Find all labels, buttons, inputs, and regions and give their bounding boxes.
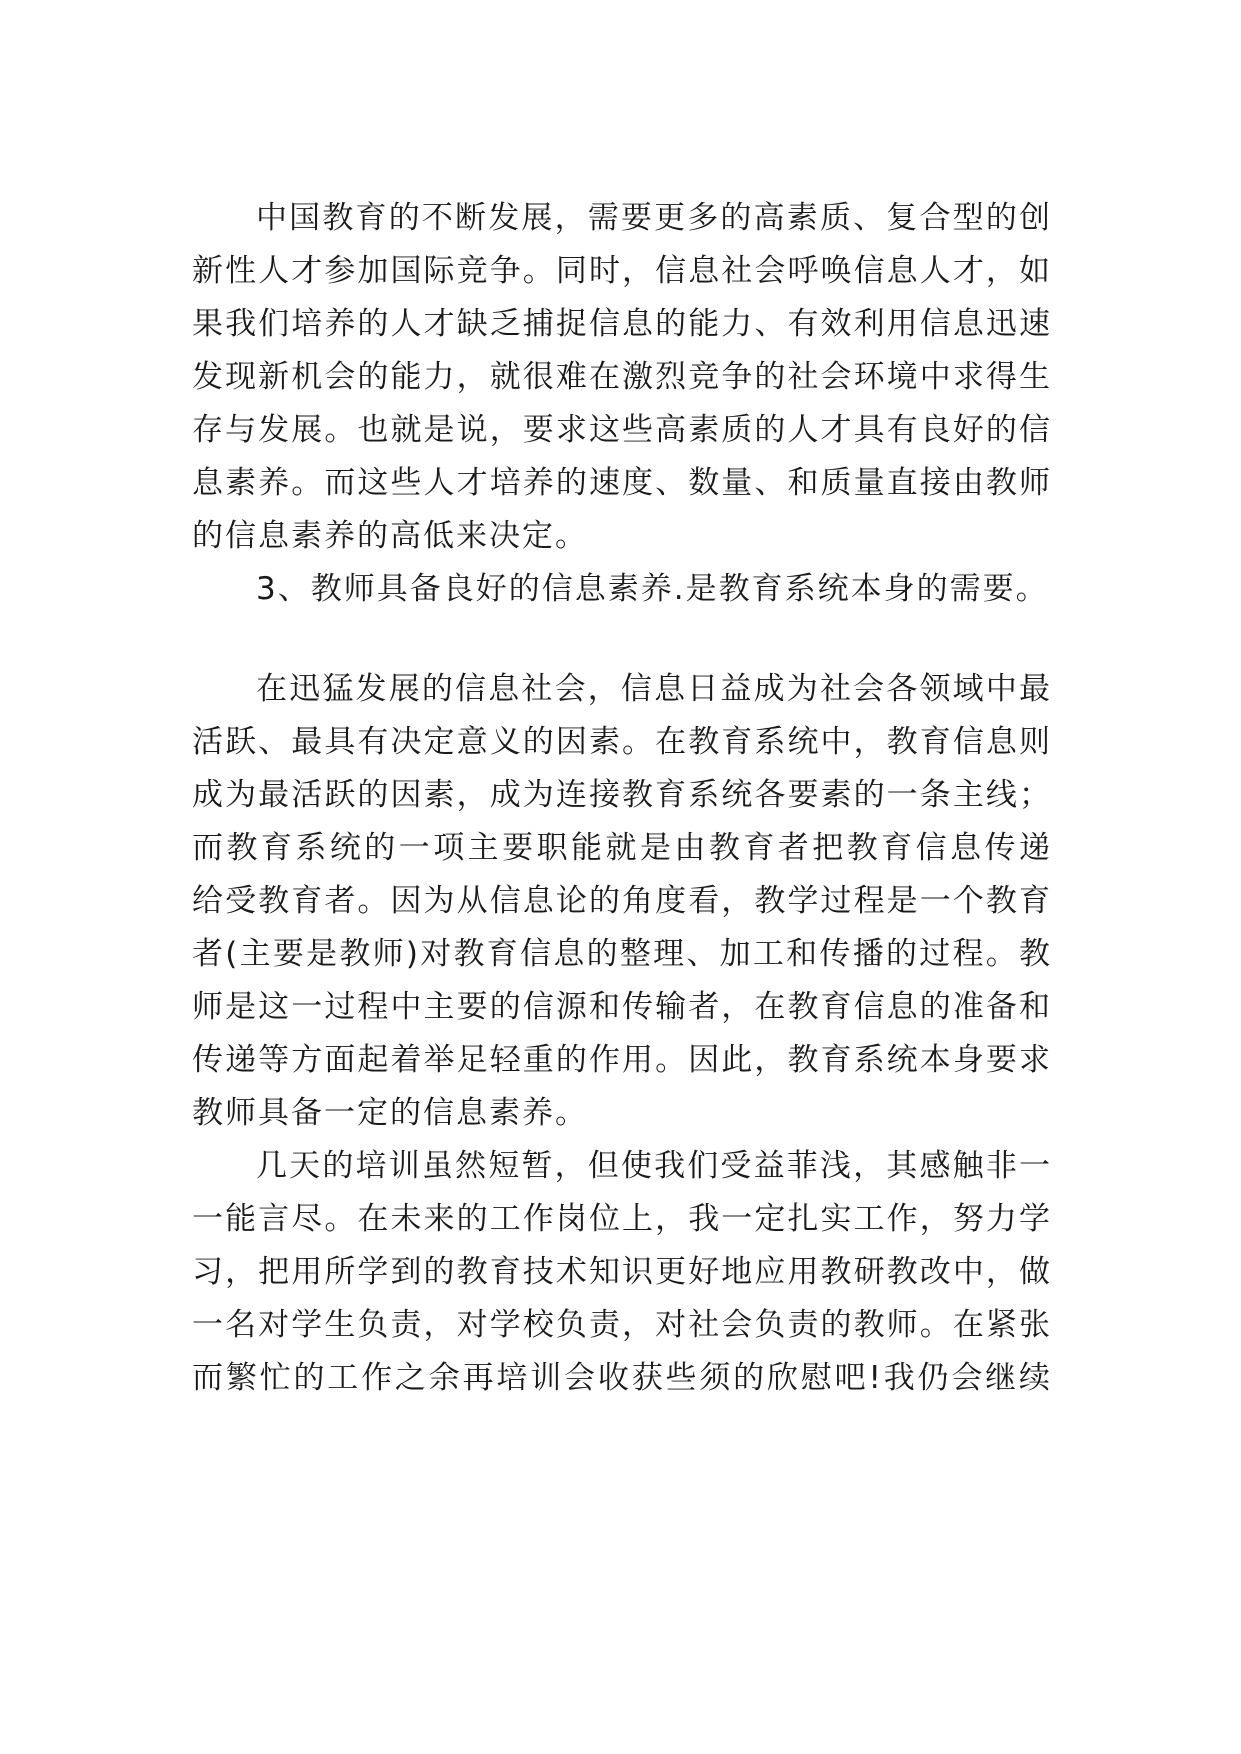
- paragraph-2-line-4: 而教育系统的一项主要职能就是由教育者把教育信息传递: [192, 830, 1052, 866]
- paragraph-1-line-5: 存与发展。也就是说，要求这些高素质的人才具有良好的信: [192, 412, 1052, 448]
- paragraph-3-line-1: 几天的培训虽然短暂，但使我们受益菲浅，其感触非一: [256, 1148, 1052, 1184]
- paragraph-1-line-7: 的信息素养的高低来决定。: [192, 518, 588, 554]
- paragraph-2-line-3: 成为最活跃的因素，成为连接教育系统各要素的一条主线；: [192, 777, 1052, 813]
- paragraph-2-line-7: 师是这一过程中主要的信源和传输者，在教育信息的准备和: [192, 989, 1052, 1025]
- paragraph-3-line-5: 而繁忙的工作之余再培训会收获些须的欣慰吧!我仍会继续: [192, 1360, 1052, 1396]
- paragraph-3-line-3: 习，把用所学到的教育技术知识更好地应用教研教改中，做: [192, 1254, 1052, 1290]
- paragraph-1-line-4: 发现新机会的能力，就很难在激烈竞争的社会环境中求得生: [192, 359, 1052, 395]
- paragraph-1-line-1: 中国教育的不断发展，需要更多的高素质、复合型的创: [256, 200, 1052, 236]
- section-heading-3: 3、教师具备良好的信息素养.是教育系统本身的需要。: [256, 571, 1049, 607]
- paragraph-1-line-6: 息素养。而这些人才培养的速度、数量、和质量直接由教师: [192, 465, 1052, 501]
- paragraph-2-line-9: 教师具备一定的信息素养。: [192, 1095, 588, 1131]
- paragraph-3-line-2: 一能言尽。在未来的工作岗位上，我一定扎实工作，努力学: [192, 1201, 1052, 1237]
- paragraph-3-line-4: 一名对学生负责，对学校负责，对社会负责的教师。在紧张: [192, 1307, 1052, 1343]
- paragraph-2-line-5: 给受教育者。因为从信息论的角度看，教学过程是一个教育: [192, 883, 1052, 919]
- paragraph-2-line-1: 在迅猛发展的信息社会，信息日益成为社会各领域中最: [256, 671, 1052, 707]
- paragraph-2-line-2: 活跃、最具有决定意义的因素。在教育系统中，教育信息则: [192, 724, 1052, 760]
- paragraph-2-line-8: 传递等方面起着举足轻重的作用。因此，教育系统本身要求: [192, 1042, 1052, 1078]
- paragraph-1-line-3: 果我们培养的人才缺乏捕捉信息的能力、有效利用信息迅速: [192, 306, 1052, 342]
- paragraph-1-line-2: 新性人才参加国际竞争。同时，信息社会呼唤信息人才，如: [192, 253, 1052, 289]
- paragraph-2-line-6: 者(主要是教师)对教育信息的整理、加工和传播的过程。教: [192, 936, 1052, 972]
